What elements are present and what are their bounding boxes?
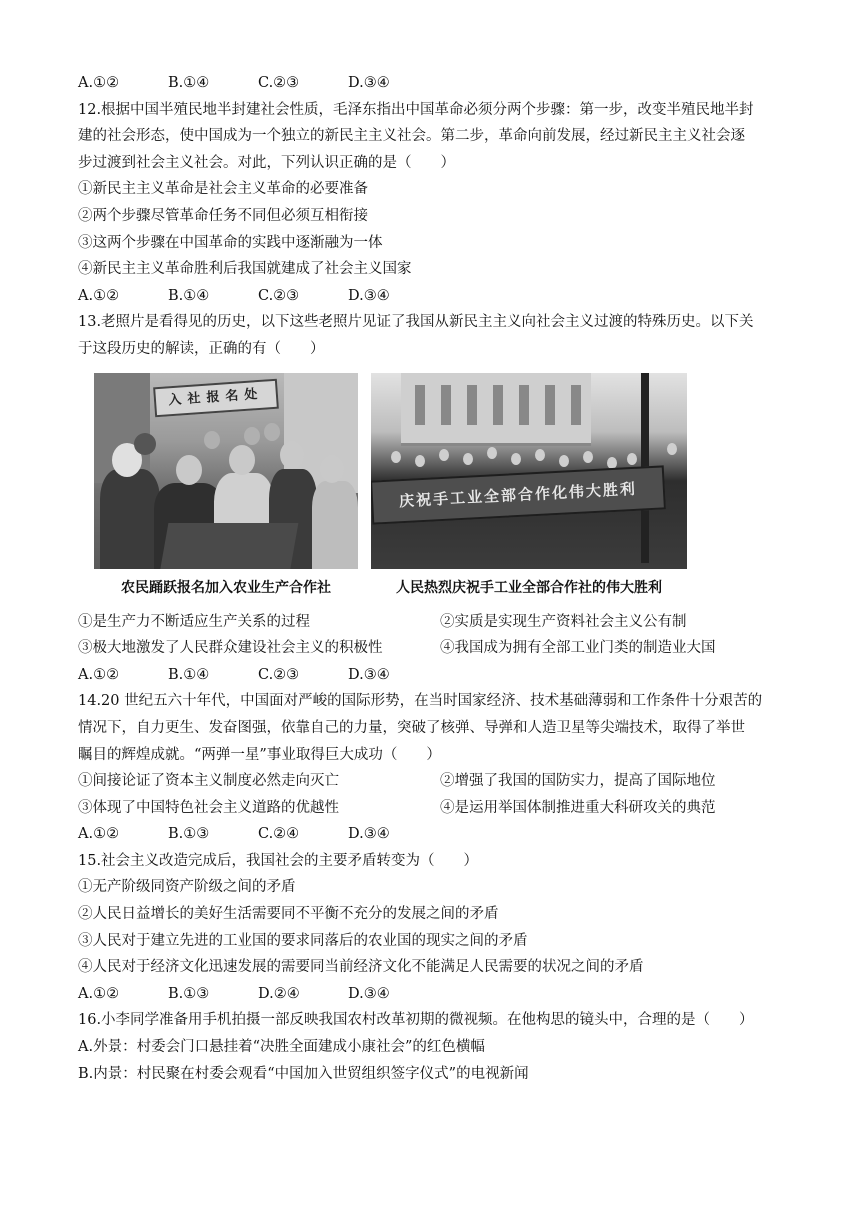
option-b: B.①③ xyxy=(168,826,210,843)
question-14 xyxy=(78,688,790,848)
exam-page xyxy=(78,70,790,1087)
statement-item: ①无产阶级同资产阶级之间的矛盾 xyxy=(78,879,296,896)
option-d: D.③④ xyxy=(348,666,390,683)
question-stem: 瞩目的辉煌成就。“两弹一星”事业取得巨大成功（ ） xyxy=(78,746,441,763)
statement-item: ③极大地激发了人民群众建设社会主义的积极性 xyxy=(78,640,383,657)
q11-options xyxy=(78,70,790,97)
photo-cooperative-signup xyxy=(94,373,358,597)
question-stem: 16.小李同学准备用手机拍摄一部反映我国农村改革初期的微视频。在他构思的镜头中，合理的是（ ） xyxy=(78,1012,754,1029)
statement-item: ③体现了中国特色社会主义道路的优越性 xyxy=(78,799,339,816)
question-stem: 情况下，自力更生、发奋图强，依靠自己的力量，突破了核弹、导弹和人造卫星等尖端技术，取得了举世 xyxy=(78,719,745,736)
answer-options xyxy=(78,821,790,848)
option-c: C.②④ xyxy=(258,826,300,843)
question-stem: 于这段历史的解读，正确的有（ ） xyxy=(78,340,325,357)
option-a: A.①② xyxy=(78,985,120,1002)
photo-image xyxy=(94,373,358,569)
photo-handicraft-celebration xyxy=(371,373,687,597)
statement-item: ④是运用举国体制推进重大科研攻关的典范 xyxy=(440,799,716,816)
option-c: C.②③ xyxy=(258,287,300,304)
option-d: D.③④ xyxy=(348,985,390,1002)
statement-item: ③这两个步骤在中国革命的实践中逐渐融为一体 xyxy=(78,234,383,251)
statement-item: ④新民主主义革命胜利后我国就建成了社会主义国家 xyxy=(78,261,412,278)
option-d: D.③④ xyxy=(348,287,390,304)
photo-caption: 人民热烈庆祝手工业全部合作社的伟大胜利 xyxy=(396,579,662,596)
statement-item: ②人民日益增长的美好生活需要同不平衡不充分的发展之间的矛盾 xyxy=(78,906,499,923)
option-d: D.③④ xyxy=(348,826,390,843)
option-d: D.③④ xyxy=(348,75,390,91)
option-b: B.①④ xyxy=(168,666,210,683)
statement-row xyxy=(78,768,790,795)
statement-item: ②增强了我国的国防实力，提高了国际地位 xyxy=(440,773,716,790)
option-b: B.①③ xyxy=(168,985,210,1002)
statement-item: ④我国成为拥有全部工业门类的制造业大国 xyxy=(440,640,716,657)
statement-row xyxy=(78,635,790,662)
statement-item: ④人民对于经济文化迅速发展的需要同当前经济文化不能满足人民需要的状况之间的矛盾 xyxy=(78,959,644,976)
statement-item: ①是生产力不断适应生产关系的过程 xyxy=(78,613,310,630)
photo-caption: 农民踊跃报名加入农业生产合作社 xyxy=(121,579,331,596)
option-a: A.①② xyxy=(78,287,120,304)
photo-image xyxy=(371,373,687,569)
question-12 xyxy=(78,97,790,310)
answer-options xyxy=(78,981,790,1008)
option-c: C.②③ xyxy=(258,666,300,683)
question-stem: 12.根据中国半殖民地半封建社会性质，毛泽东指出中国革命必须分两个步骤：第一步，改变半殖民地半封 xyxy=(78,101,754,118)
question-stem: 14.20 世纪五六十年代，中国面对严峻的国际形势，在当时国家经济、技术基础薄弱和工作条件十分艰苦的 xyxy=(78,693,763,710)
statement-row xyxy=(78,795,790,822)
photo-banner: 庆祝手工业全部合作化伟大胜利 xyxy=(371,465,666,524)
choice-item: A.外景：村委会门口悬挂着“决胜全面建成小康社会”的红色横幅 xyxy=(78,1039,485,1056)
question-13 xyxy=(78,309,790,688)
statement-row xyxy=(78,609,790,636)
question-stem: 步过渡到社会主义社会。对此，下列认识正确的是（ ） xyxy=(78,154,455,171)
statement-item: ①间接论证了资本主义制度必然走向灭亡 xyxy=(78,773,339,790)
answer-options xyxy=(78,283,790,310)
question-stem: 建的社会形态，使中国成为一个独立的新民主主义社会。第二步，革命向前发展，经过新民主主义社会逐 xyxy=(78,128,745,145)
option-b: B.①④ xyxy=(168,75,210,91)
option-a: A.①② xyxy=(78,75,120,91)
question-16 xyxy=(78,1007,790,1087)
photo-group xyxy=(78,373,790,603)
statement-item: ①新民主主义革命是社会主义革命的必要准备 xyxy=(78,181,368,198)
question-stem: 15.社会主义改造完成后，我国社会的主要矛盾转变为（ ） xyxy=(78,852,479,869)
answer-options xyxy=(78,662,790,689)
question-stem: 13.老照片是看得见的历史，以下这些老照片见证了我国从新民主主义向社会主义过渡的特殊历史。以下关 xyxy=(78,314,754,331)
option-c: D.②④ xyxy=(258,985,300,1002)
question-15 xyxy=(78,848,790,1008)
statement-item: ③人民对于建立先进的工业国的要求同落后的农业国的现实之间的矛盾 xyxy=(78,932,528,949)
option-c: C.②③ xyxy=(258,75,300,91)
statement-item: ②两个步骤尽管革命任务不同但必须互相衔接 xyxy=(78,207,368,224)
option-a: A.①② xyxy=(78,826,120,843)
statement-item: ②实质是实现生产资料社会主义公有制 xyxy=(440,613,687,630)
option-a: A.①② xyxy=(78,666,120,683)
photo-sign: 入社报名处 xyxy=(153,378,279,417)
option-b: B.①④ xyxy=(168,287,210,304)
choice-item: B.内景：村民聚在村委会观看“中国加入世贸组织签字仪式”的电视新闻 xyxy=(78,1065,529,1082)
